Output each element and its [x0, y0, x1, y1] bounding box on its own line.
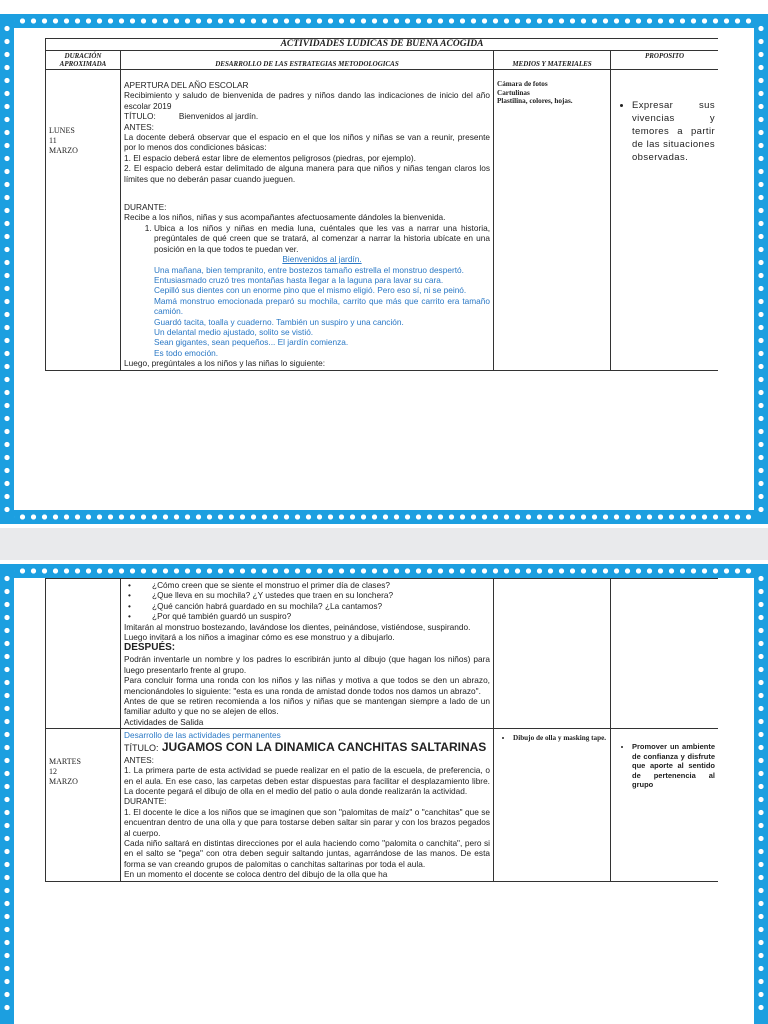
question: • ¿Cómo creen que se siente el monstruo el primer día de clases?	[152, 580, 490, 590]
permanent-activities: Desarrollo de las actividades permanentes	[124, 730, 281, 741]
decorative-border-left	[0, 564, 14, 1024]
header-proposito: PROPOSITO	[611, 51, 719, 70]
material-item: Plastilina, colores, hojas.	[497, 97, 573, 105]
header-medios: MEDIOS Y MATERIALES	[494, 51, 611, 70]
activities-table-page-1	[45, 38, 718, 512]
decorative-border-left	[0, 14, 14, 524]
material-item: Cámara de fotos	[497, 80, 548, 88]
date-number: 11	[49, 136, 57, 145]
paragraph: Cada niño saltará en distintas direcciones por el aula haciendo como "palomita o canchita", pero si en el salto se "pega" con otra deben seguir saltando juntas, agarrándose de las manos. De esta forma se van creando grupos de palomitas o canchitas saltarinas por toda el aula.	[124, 837, 490, 869]
story-line: Sean gigantes, sean pequeños... El jardín comienza.	[154, 337, 349, 348]
date-number: 12	[49, 767, 57, 777]
story-line: Cepilló sus dientes con un enorme pino que el mismo eligió. Pero eso sí, ni se peinó.	[154, 285, 467, 296]
section-heading: APERTURA DEL AÑO ESCOLAR	[124, 80, 249, 90]
decorative-border-right	[754, 564, 768, 1024]
durante-label: DURANTE:	[124, 796, 167, 807]
paragraph: Recibimiento y saludo de bienvenida de padres y niños dando las indicaciones de inicio del año escolar 2019	[124, 90, 490, 111]
materials-cell-empty	[494, 579, 611, 729]
material-item: Cartulinas	[497, 88, 530, 97]
story-line: Un delantal medio ajustado, solito se vistió.	[154, 326, 314, 337]
development-cell	[121, 729, 494, 881]
decorative-border-top	[0, 564, 768, 578]
story-line: Una mañana, bien tempranito, entre bostezos tamaño estrella el monstruo despertó.	[154, 264, 464, 275]
decorative-border-top	[0, 14, 768, 28]
paragraph: Podrán inventarle un nombre y los padres lo escribirán junto al dibujo (que hagan los niños) para luego presentarlo frente al grupo.	[124, 654, 490, 675]
paragraph: Para concluir forma una ronda con los niños y las niñas y motiva a que todos se den un abrazo, mencionándoles lo siguiente: "esta es una ronda de amistad donde todos nos damos un abrazo".	[124, 675, 490, 696]
antes-label: ANTES:	[124, 121, 154, 132]
paragraph: Actividades de Salida	[124, 716, 204, 727]
header-desarrollo: DESARROLLO DE LAS ESTRATEGIAS METODOLOGICAS	[121, 51, 494, 70]
title-line: TÍTULO: Bienvenidos al jardín.	[124, 111, 259, 122]
materials-cell	[494, 70, 611, 371]
paragraph: 1. El espacio deberá estar libre de elementos peligrosos (piedras, por ejemplo).	[124, 152, 416, 163]
date-cell-lunes	[46, 70, 121, 371]
question: • ¿Qué canción habrá guardado en su mochila? ¿La cantamos?	[152, 601, 490, 611]
story-title: Bienvenidos al jardín.	[282, 254, 362, 265]
question: • ¿Que lleva en su mochila? ¿Y ustedes que traen en su lonchera?	[152, 590, 490, 600]
paragraph: En un momento el docente se coloca dentro del dibujo de la olla que ha	[124, 869, 388, 880]
purpose-cell	[611, 70, 719, 371]
title-label: TÍTULO:	[124, 742, 159, 753]
date-cell-martes	[46, 729, 121, 881]
story-line: Es todo emoción.	[154, 347, 219, 358]
story-line: Guardó tacita, toalla y cuaderno. También un suspiro y una canción.	[154, 316, 404, 327]
development-cell-continued	[121, 579, 494, 729]
paragraph: Imitarán al monstruo bostezando, lavándose los dientes, peinándose, vistiéndose, suspirando.	[124, 621, 471, 632]
page-2	[0, 560, 768, 1024]
paragraph: 1. La primera parte de esta actividad se puede realizar en el patio de la escuela, de preferencia, o en el aula. En ese caso, las carpetas deben estar dispuestas para facilitar el desplazamiento libre. La docente pegará el dibujo de olla en el medio del patio o aula donde realizarán la actividad.	[124, 765, 490, 796]
header-duracion: DURACIÓN APROXIMADA	[46, 51, 121, 70]
date-cell-empty	[46, 579, 121, 729]
paragraph: La docente deberá observar que el espacio en el que los niños y niñas se van a reunir, presente por lo menos dos condiciones básicas:	[124, 132, 490, 153]
paragraph: Luego invitará a los niños a imaginar cómo es ese monstruo y a dibujarlo.	[124, 632, 395, 643]
step-1: 1. Ubica a los niños y niñas en media luna, cuéntales que les vas a narrar una historia, pregúntales de qué creen que se tratará, al comenzar a narrar la historia ubícate en una posición en la que todos te puedan ver.	[154, 223, 490, 254]
decorative-border-bottom	[0, 510, 768, 524]
material-item: • Dibujo de olla y masking tape.	[513, 734, 607, 743]
purpose-text: • Expresar sus vivencias y temores a partir de las situaciones observadas.	[632, 99, 715, 164]
question: • ¿Por qué también guardó un suspiro?	[152, 611, 490, 621]
story-text	[124, 265, 490, 359]
decorative-border-right	[754, 14, 768, 524]
cut-line: Luego, pregúntales a los niños y las niñas lo siguiente:	[124, 358, 326, 369]
story-line: Entusiasmado cruzó tres montañas hasta llegar a la laguna para lavar su cara.	[154, 274, 444, 285]
purpose-cell-empty	[611, 579, 719, 729]
date-month: MARZO	[49, 146, 78, 155]
paragraph: Antes de que se retiren recomienda a los niños y niñas que se mantengan siempre a lado de un familiar adulto y que no se alejen de ellos.	[124, 696, 490, 717]
date-day: MARTES	[49, 757, 81, 767]
activity-title	[124, 741, 490, 755]
paragraph: Recibe a los niños, niñas y sus acompañantes afectuosamente dándoles la bienvenida.	[124, 212, 446, 223]
activities-table-page-2	[45, 578, 718, 1024]
title-text: JUGAMOS CON LA DINAMICA CANCHITAS SALTARINAS	[161, 739, 487, 754]
durante-label: DURANTE:	[124, 202, 167, 213]
antes-label: ANTES:	[124, 754, 154, 765]
table-title: ACTIVIDADES LÚDICAS DE BUENA ACOGIDA	[46, 39, 719, 51]
paragraph: 1. El docente le dice a los niños que se imaginen que son "palomitas de maíz" o "canchitas" que se encuentran dentro de una olla y que para tostarse deben saltar sin parar y con los brazos pegados al cuerpo.	[124, 806, 490, 838]
materials-cell	[494, 729, 611, 881]
date-day: LUNES	[49, 126, 75, 135]
development-cell	[121, 70, 494, 371]
paragraph: 2. El espacio deberá estar delimitado de alguna manera para que niños y niñas tengan claros los límites que no deberán pasar cuando jueguen.	[124, 163, 490, 184]
despues-label: DESPUÉS:	[124, 642, 176, 654]
story-line: Mamá monstruo emocionada preparó su mochila, carrito que más que carrito era tamaño camión.	[154, 295, 490, 317]
purpose-cell	[611, 729, 719, 881]
purpose-text: • Promover un ambiente de confianza y disfrute que aporte al sentido de pertenencia al grupo	[632, 742, 715, 789]
date-month: MARZO	[49, 777, 78, 787]
